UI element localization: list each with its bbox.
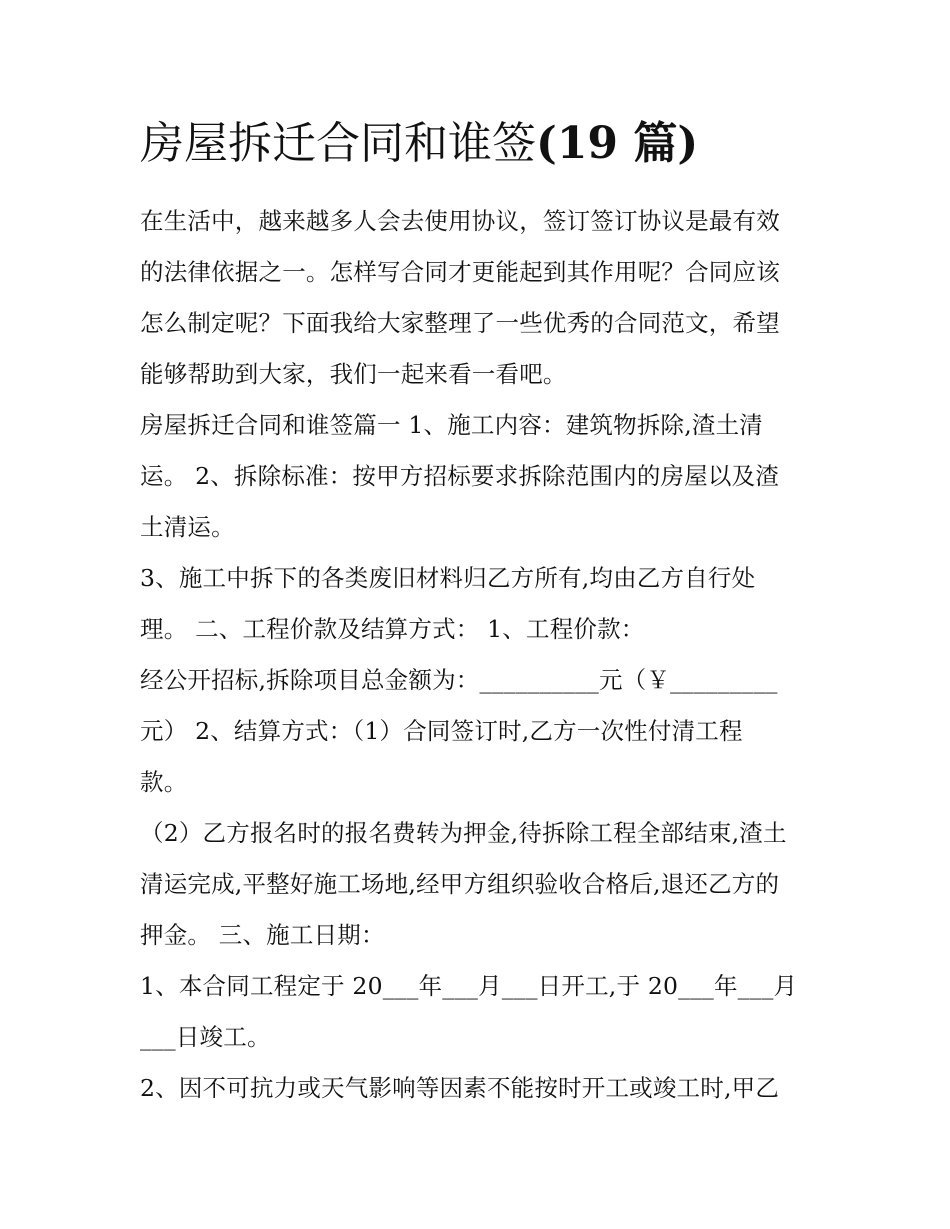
paragraph-line: ___日竣工。	[140, 1023, 271, 1051]
paragraph-line: 理。 二、工程价款及结算方式： 1、工程价款：	[140, 615, 645, 643]
paragraph-line: 怎么制定呢？下面我给大家整理了一些优秀的合同范文，希望	[140, 309, 780, 337]
paragraph-line: 房屋拆迁合同和谁签篇一 1、施工内容：建筑物拆除,渣土清	[140, 411, 763, 439]
paragraph-line: 清运完成,平整好施工场地,经甲方组织验收合格后,退还乙方的	[140, 870, 780, 898]
paragraph-line: 能够帮助到大家，我们一起来看一看吧。	[140, 360, 567, 388]
document-body	[140, 196, 820, 1114]
paragraph-line: 土清运。	[140, 513, 235, 541]
paragraph-line: 1、本合同工程定于 20___年___月___日开工,于 20___年___月	[140, 972, 798, 1000]
paragraph-line: 运。 2、拆除标准：按甲方招标要求拆除范围内的房屋以及渣	[140, 462, 780, 490]
paragraph-line: 3、施工中拆下的各类废旧材料归乙方所有,均由乙方自行处	[140, 564, 756, 592]
paragraph-line: 押金。 三、施工日期：	[140, 921, 385, 949]
paragraph-line: 元） 2、结算方式：（1）合同签订时,乙方一次性付清工程	[140, 717, 743, 745]
paragraph-line: 经公开招标,拆除项目总金额为：__________元（￥_________	[140, 666, 778, 694]
document-title-count: (19 篇)	[536, 118, 699, 169]
paragraph-line: 款。	[140, 768, 188, 796]
document-title	[140, 112, 840, 176]
document-title-main: 房屋拆迁合同和谁签	[140, 118, 536, 169]
paragraph-line: 的法律依据之一。怎样写合同才更能起到其作用呢？合同应该	[140, 258, 780, 286]
paragraph-line: （2）乙方报名时的报名费转为押金,待拆除工程全部结束,渣土	[140, 819, 787, 847]
paragraph-line: 2、因不可抗力或天气影响等因素不能按时开工或竣工时,甲乙	[140, 1074, 780, 1102]
paragraph-line: 在生活中，越来越多人会去使用协议，签订签订协议是最有效	[140, 207, 780, 235]
